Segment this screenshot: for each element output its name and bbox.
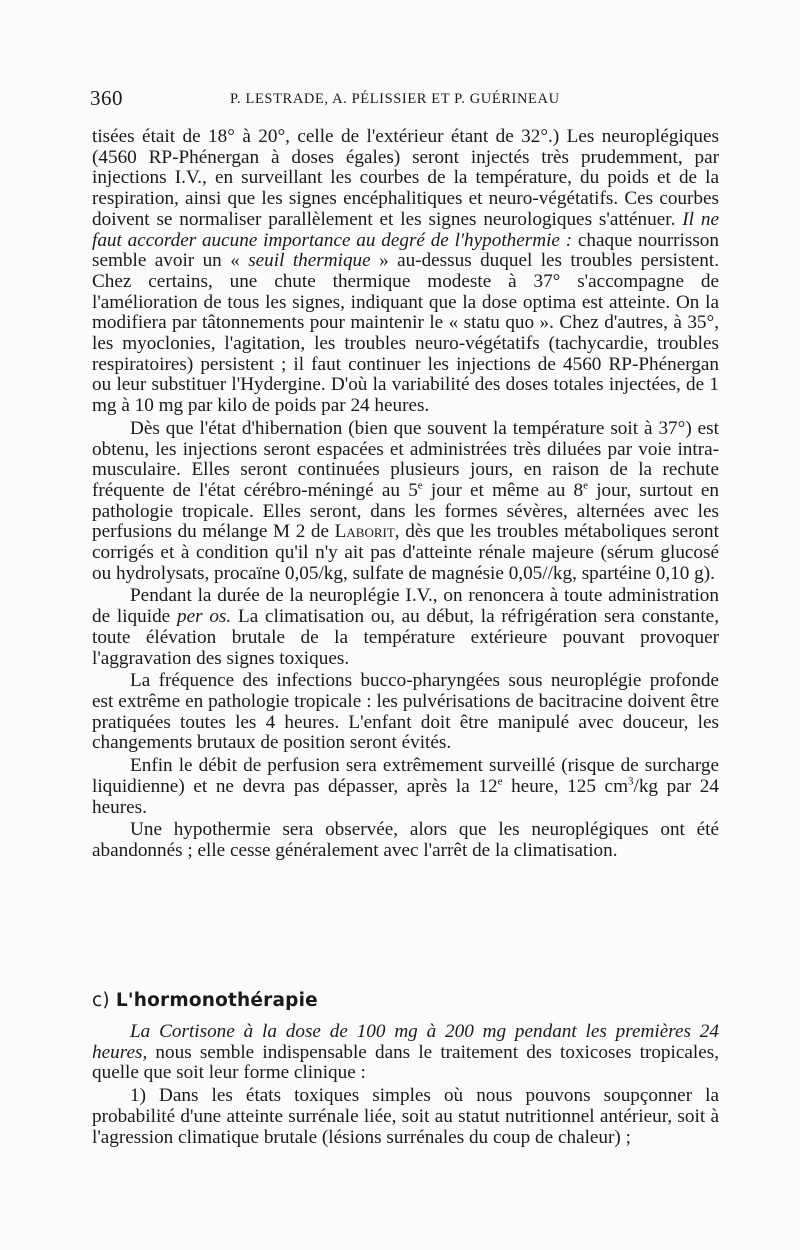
- text-segment: , dès que les troubles métaboliques seront corrigés et à condition qu'il n'y ait pas d'atteinte rénale majeure (sérum glucosé ou hydrolysats, procaïne 0,05/kg, sulfate de magnésie 0,05//kg, spartéine 0,10 g).: [92, 521, 719, 584]
- text-segment: e: [583, 479, 588, 492]
- section-title: L'hormonothérapie: [115, 990, 318, 1011]
- text-segment: nous semble indispensable dans le traitement des toxicoses tropicales, quelle que soit leur forme clinique :: [92, 1041, 719, 1084]
- paragraph: [92, 419, 719, 585]
- text-segment: jour, surtout en pathologie tropicale. Elles seront, dans les formes sévères, alternées avec les perfusions du mélange M 2 de: [92, 479, 719, 543]
- paragraph: [92, 820, 719, 861]
- text-segment: seuil thermique: [248, 250, 371, 272]
- paragraph: [92, 671, 719, 754]
- text-segment: 1) Dans les états toxiques simples où nous pouvons soupçonner la probabilité d'une atteinte surrénale liée, soit au statut nutritionnel antérieur, soit à l'agression climatique brutale (lésions surrénales du coup de chaleur) ;: [92, 1085, 719, 1148]
- paragraph: [92, 1086, 719, 1148]
- text-segment: Une hypothermie sera observée, alors que les neuroplégiques ont été abandonnés ; elle cesse généralement avec l'arrêt de la climatisation.: [92, 819, 719, 861]
- text-segment: Il ne faut accorder aucune importance au degré de l'hypothermie :: [92, 208, 719, 251]
- running-head: P. LESTRADE, A. PÉLISSIER ET P. GUÉRINEAU: [230, 91, 560, 107]
- text-segment: 3: [628, 775, 634, 788]
- text-segment: heure, 125 cm: [502, 775, 628, 797]
- text-segment: La climatisation ou, au début, la réfrigération sera constante, toute élévation brutale de la température extérieure pouvant provoquer l'aggravation des signes toxiques.: [92, 606, 719, 669]
- text-segment: tisées était de 18° à 20°, celle de l'extérieur étant de 32°.) Les neuroplégiques (4560 RP-Phénergan à doses égales) seront injectés très prudemment, par injections I.V., en surveillant les courbes de la température, du poids et de la respiration, ainsi que les signes encéphalitiques et neuro-végétatifs. Ces courbes doivent se normaliser parallèlement et les signes neurologiques s'atténuer.: [92, 126, 719, 230]
- text-segment: Laborit: [334, 521, 395, 543]
- text-segment: Enfin le débit de perfusion sera extrêmement surveillé (risque de surcharge liquidienne) et ne devra pas dépasser, après la 12: [92, 755, 719, 797]
- text-segment: /kg par 24 heures.: [92, 775, 719, 818]
- text-segment: » au-dessus duquel les troubles persistent. Chez certains, une chute thermique modeste à 37° s'accompagne de l'amélioration de tous les signes, indiquant que la dose optima est atteinte. On la modifiera par tâtonnements pour maintenir le « statu quo ». Chez d'autres, à 35°, les myoclonies, l'agitation, les troubles neuro-végétatifs (tachycardie, troubles respiratoires) persistent ; il faut continuer les injections de 4560 RP-Phénergan ou leur substituer l'Hydergine. D'où la variabilité des doses totales injectées, de 1 mg à 10 mg par kilo de poids par 24 heures.: [92, 250, 719, 417]
- paragraph: [92, 127, 719, 417]
- text-segment: Pendant la durée de la neuroplégie I.V., on renoncera à toute administration de liquide: [92, 585, 719, 628]
- paragraph: [92, 586, 719, 669]
- text-segment: La fréquence des infections bucco-pharyngées sous neuroplégie profonde est extrême en pathologie tropicale : les pulvérisations de bacitracine doivent être pratiquées toutes les 4 heures. L'enfant doit être manipulé avec douceur, les changements brutaux de position seront évités.: [92, 670, 719, 754]
- paragraph: [92, 1022, 719, 1084]
- section-heading: [92, 990, 318, 1011]
- page-number: 360: [90, 86, 123, 110]
- text-segment: La Cortisone à la dose de 100 mg à 200 mg pendant les premières 24 heures,: [92, 1021, 719, 1063]
- page-header: [90, 86, 720, 114]
- paragraph: [92, 756, 719, 818]
- text-segment: chaque nourrisson semble avoir un «: [92, 229, 719, 272]
- body-text: [92, 127, 719, 864]
- text-segment: jour et même au 8: [422, 479, 584, 501]
- text-segment: e: [417, 479, 423, 492]
- text-segment: Dès que l'état d'hibernation (bien que souvent la température soit à 37°) est obtenu, les injections seront espacées et administrées très diluées par voie intra-musculaire. Elles seront continuées plusieurs jours, en raison de la rechute fréquente de l'état cérébro-méningé au 5: [92, 417, 719, 501]
- text-segment: per os.: [176, 606, 232, 628]
- text-segment: e: [497, 775, 503, 788]
- section-marker: c): [92, 990, 110, 1011]
- body-text-section: [92, 1022, 719, 1150]
